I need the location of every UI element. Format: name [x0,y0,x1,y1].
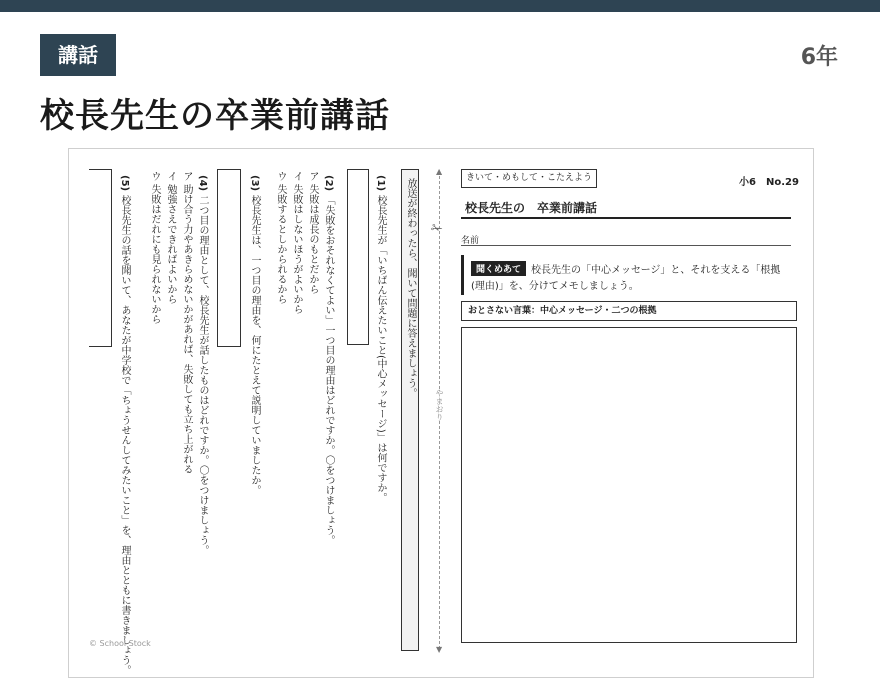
arrow-up-icon: ▲ [436,167,443,176]
q5-text: 校長先生の話を聞いて、あなたが中学校で「ちょうせんしてみたいこと」を、理由とともに書きましょう。 [119,195,130,675]
memo-keywords-box: おとさない言葉：中心メッセージ・二つの根拠 [461,301,797,321]
q1-number: (1) [375,175,386,192]
q4-option: ウ 失敗はだれにも見られないから [149,171,160,325]
arrow-down-icon: ▼ [436,645,443,654]
q3-answer-box [217,169,241,347]
heading-box: きいて・めもして・こたえよう [461,169,597,188]
worksheet-code: 小6 No.29 [739,177,799,188]
lead-badge: 聞くめあて [471,261,526,276]
q2-option: ア 失敗は成長のもとだから [307,171,318,295]
scissors-icon: ✁ [431,221,443,237]
q3-number: (3) [249,175,260,192]
q4-option: ア 助け合う力やあきらめないかがあれば、失敗しても立ち上がれる [181,171,192,475]
worksheet-subtitle: 校長先生の 卒業前講話 [465,201,598,215]
q2-number: (2) [323,175,334,192]
grade-label: 6年 [800,45,838,70]
worksheet-preview [68,148,814,678]
copyright: © School Stock [89,639,151,648]
q2-option: ウ 失敗するとしかられるから [275,171,286,305]
name-label: 名前 [461,236,480,246]
q2-option: イ 失敗はしないほうがよいから [291,171,302,315]
q5-answer-box [89,169,112,347]
title-underline [461,217,791,219]
q5-number: (5) [119,175,130,192]
fold-label: やまおり [435,389,444,421]
q4-number: (4) [197,175,208,192]
top-bar [0,0,880,12]
category-tag: 講話 [40,34,116,76]
q1-text: 校長先生が「いちばん伝えたいこと(中心メッセージ)」は何ですか。 [375,195,386,503]
q3-text: 校長先生は、一つ目の理由を、何にたとえて説明していましたか。 [249,195,260,495]
memo-area [461,327,797,643]
lead-text-line1: 校長先生の「中心メッセージ」と、それを支える「根拠 [531,265,781,276]
instruction-box [401,169,419,651]
q2-text: 「失敗をおそれなくてよい」一つ目の理由はどれですか。〇をつけましょう。 [323,195,334,545]
q4-text: 二つ目の理由として、校長先生が話したものはどれですか。〇をつけましょう。 [197,195,208,555]
q4-option: イ 勉強さえできればよいから [165,171,176,305]
lead-bar [461,255,464,295]
name-line [461,245,791,246]
q1-answer-box [347,169,369,345]
page-title: 校長先生の卒業前講話 [40,96,390,136]
lead-text-line2: (理由)」を、分けてメモしましょう。 [471,281,639,292]
instruction-text: 放送が終わったら、聞いて問題に答えましょう。 [405,178,416,398]
